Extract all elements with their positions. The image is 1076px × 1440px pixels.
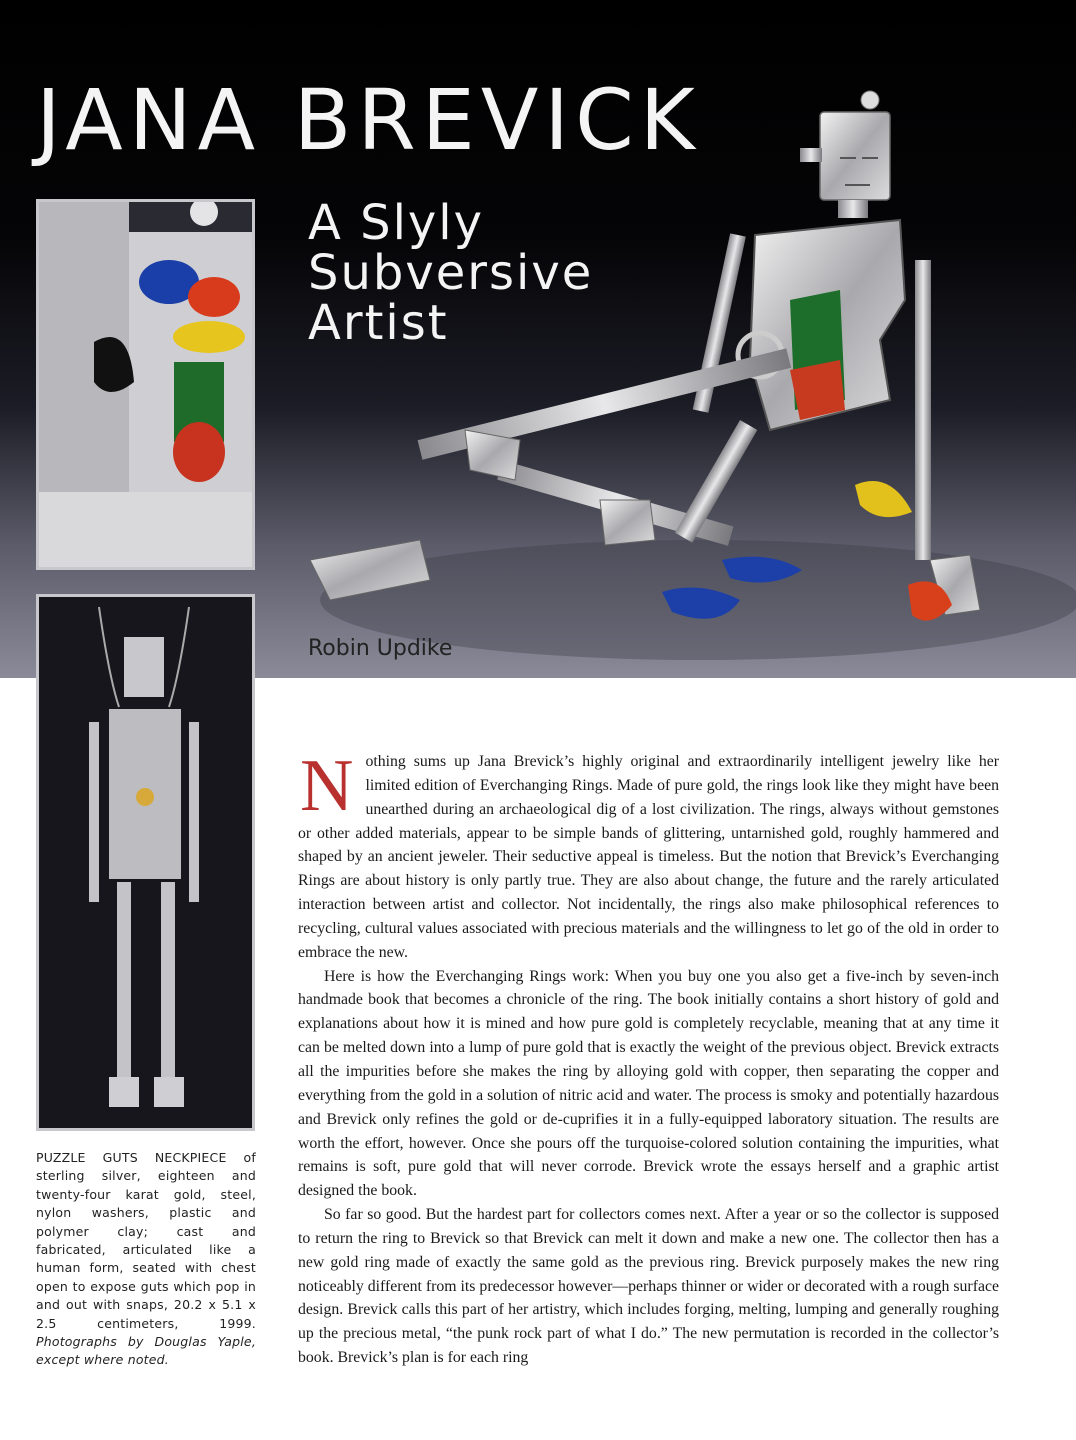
article-subtitle (308, 195, 594, 351)
chest-detail-photo (36, 199, 255, 570)
caption-text: PUZZLE GUTS NECKPIECE of sterling silver, eighteen and twenty-four karat gold, steel, nylon washers, plastic and polymer clay; cast and fabricated, articulated like a human form, seated with chest open to expose guts which pop in and out with snaps, 20.2 x 5.1 x 2.5 centimeters, 1999. (36, 1150, 256, 1331)
photo-credit: Photographs by Douglas Yaple, except where noted. (36, 1334, 256, 1368)
photo-caption (36, 1149, 256, 1370)
paragraph-3: So far so good. But the hardest part for collectors comes next. After a year or so the collector is supposed to return the ring to Brevick so that Brevick can melt it down and make a new one. The collector then has a new gold ring made of exactly the same gold as the previous ring. Brevick purposely makes the new ring noticeably different from its predecessor however—perhaps thinner or wider or decorated with a rough surface design. Brevick calls this part of her artistry, which includes forging, melting, lumping and generally roughing up the precious metal, “the punk rock part of what I do.” The new permutation is recorded in the collector’s book. Brevick’s plan is for each ring (298, 1206, 999, 1367)
neckpiece-photo (36, 594, 255, 1131)
drop-cap: N (300, 745, 354, 827)
subtitle-line-1: A Slyly (308, 195, 485, 251)
article-title: JANA BREVICK (36, 71, 701, 169)
chest-detail-image (39, 202, 252, 567)
subtitle-line-2: Subversive (308, 245, 594, 301)
author-byline: Robin Updike (308, 636, 453, 661)
paragraph-1-text: othing sums up Jana Brevick’s highly original and extraordinarily intelligent jewelry like her limited edition of Everchanging Rings. Made of pure gold, the rings look like they might have been unearthed during an archaeological dig of a lost civilization. The rings, always without gemstones or other added materials, appear to be simple bands of glittering, untarnished gold, roughly hammered and shaped by an ancient jeweler. Their seductive appeal is timeless. But the notion that Brevick’s Everchanging Rings are about history is only partly true. They are also about change, the future and the rarely articulated interaction between artist and collector. Not incidentally, the rings also make philosophical references to recycling, cultural values associated with precious materials and the willingness to let go of the old in order to embrace the new. (298, 753, 999, 961)
paragraph-1 (298, 745, 999, 965)
paragraph-2: Here is how the Everchanging Rings work: When you buy one you also get a five-inch by seven-inch handmade book that becomes a chronicle of the ring. The book initially contains a short history of gold and explanations about how it is mined and how pure gold is completely recyclable, meaning that at any time it can be melted down into a lump of pure gold that is exactly the weight of the previous object. Brevick extracts all the impurities before she makes the ring by alloying gold with copper, then separating the copper and everything from the gold in a solution of nitric acid and water. The process is smoky and potentially hazardous and Brevick only refines the gold or de-cuprifies it in a fully-equipped laboratory situation. The results are worth the effort, however. Once she pours off the turquoise-colored solution containing the impurities, what remains is soft, pure gold that will never corrode. Brevick wrote the essays herself and a graphic artist designed the book. (298, 967, 999, 1200)
article-body (298, 745, 999, 1370)
neckpiece-image (39, 597, 252, 1128)
subtitle-line-3: Artist (308, 295, 449, 351)
